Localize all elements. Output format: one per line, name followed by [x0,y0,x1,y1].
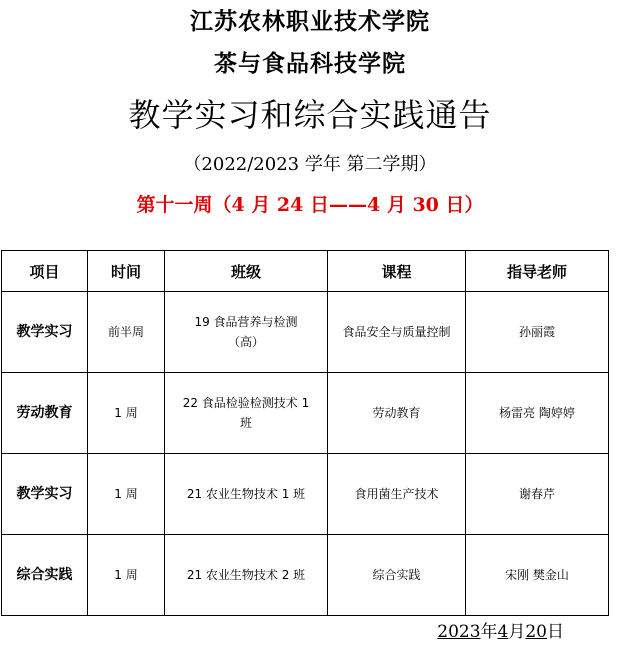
row-teacher: 谢春芹 [466,454,609,535]
table-header-row [2,251,609,292]
row-class-line1: 21 农业生物技术 1 班 [186,487,306,501]
table-row [2,535,609,616]
row-item: 劳动教育 [2,373,88,454]
header-teacher: 指导老师 [466,251,609,292]
table-row [2,292,609,373]
row-time: 前半周 [88,292,165,373]
date-day: 20 [525,622,547,642]
date-month-unit: 月 [508,622,526,642]
row-course: 食用菌生产技术 [328,454,466,535]
row-class-line2: （高） [227,335,264,349]
row-class-line1: 22 食品检验检测技术 1 [182,396,310,410]
row-class [165,454,328,535]
date-year: 2023 [437,622,481,642]
date-year-unit: 年 [480,622,498,642]
row-class [165,292,328,373]
row-time: 1 周 [88,373,165,454]
week-range: 第十一周（4 月 24 日——4 月 30 日） [136,194,484,216]
row-item: 教学实习 [2,454,88,535]
college-name: 茶与食品科技学院 [214,51,406,77]
table-row [2,373,609,454]
row-course: 劳动教育 [328,373,466,454]
row-item: 综合实践 [2,535,88,616]
row-item: 教学实习 [2,292,88,373]
row-class-line1: 21 农业生物技术 2 班 [186,568,306,582]
date-day-unit: 日 [547,622,564,642]
header-class: 班级 [165,251,328,292]
row-class-line2: 班 [239,416,252,430]
row-teacher: 杨雷亮 陶婷婷 [466,373,609,454]
row-class-line1: 19 食品营养与检测 [194,315,298,329]
row-course: 综合实践 [328,535,466,616]
row-class [165,373,328,454]
academic-term: （2022/2023 学年 第二学期） [183,154,437,175]
row-course: 食品安全与质量控制 [328,292,466,373]
schedule-table [1,250,609,616]
notice-title: 教学实习和综合实践通告 [128,96,492,134]
header-item: 项目 [2,251,88,292]
date-month: 4 [497,622,509,642]
row-time: 1 周 [88,454,165,535]
row-class [165,535,328,616]
row-teacher: 宋刚 樊金山 [466,535,609,616]
school-name: 江苏农林职业技术学院 [190,9,430,35]
row-teacher: 孙丽霞 [466,292,609,373]
header-course: 课程 [328,251,466,292]
table-row [2,454,609,535]
header-time: 时间 [88,251,165,292]
notice-date [437,617,564,642]
row-time: 1 周 [88,535,165,616]
